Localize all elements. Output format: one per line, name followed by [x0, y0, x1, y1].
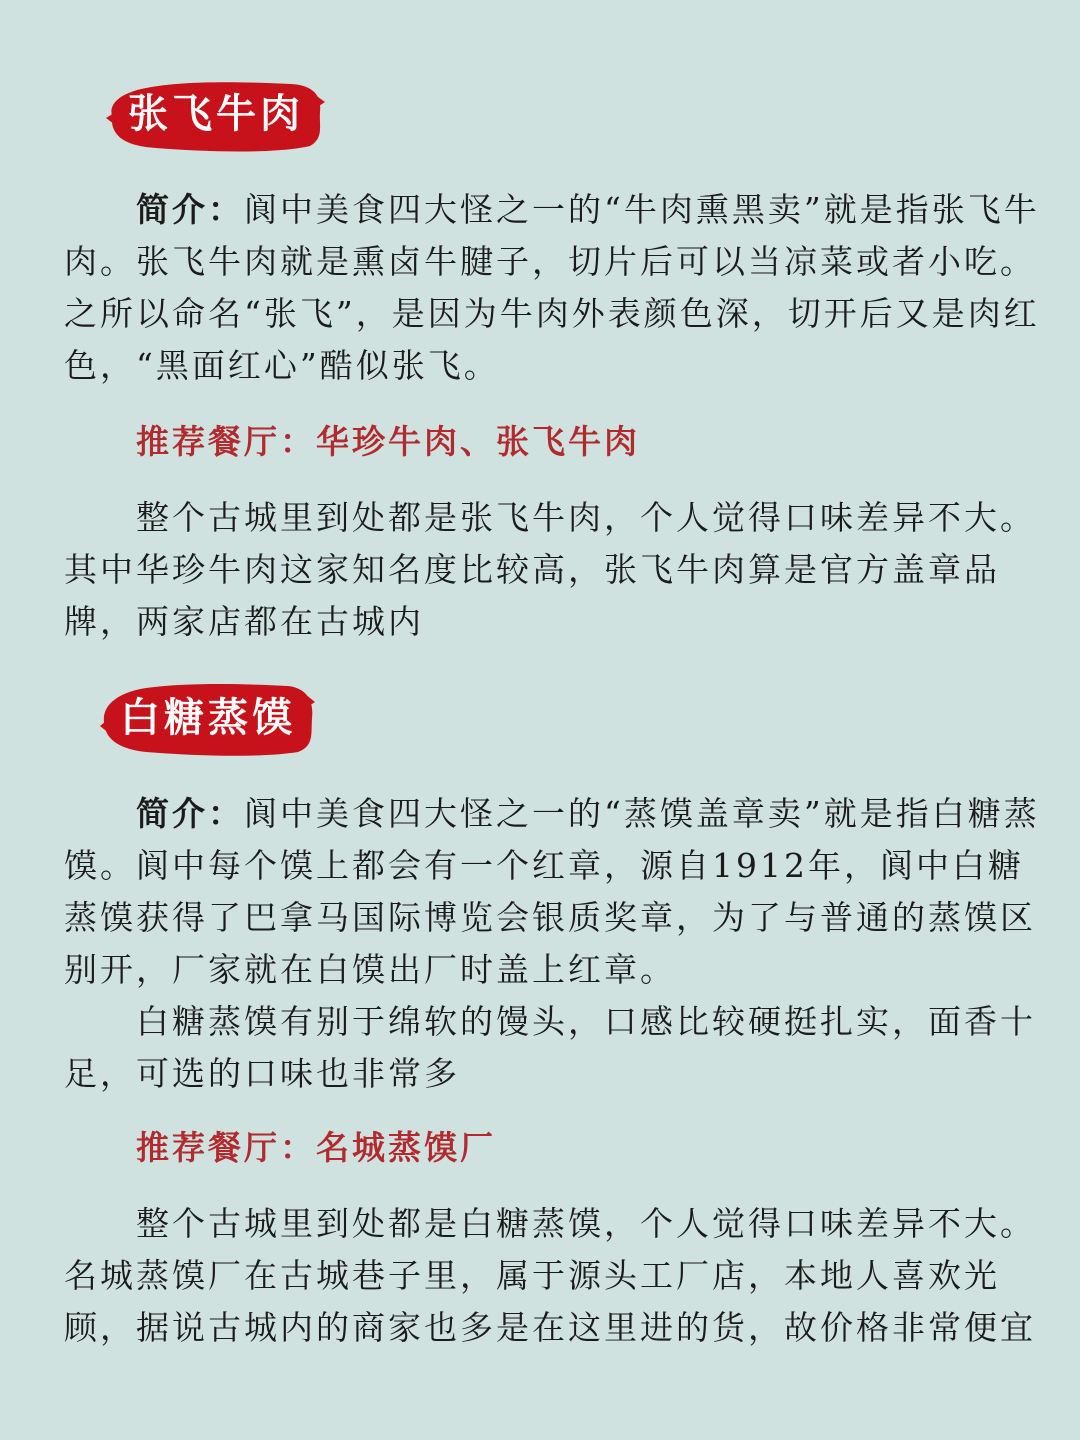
section-title-text: 张飞牛肉: [128, 90, 304, 137]
section-title-text: 白糖蒸馍: [120, 694, 296, 741]
recommend-restaurants: 推荐餐厅：华珍牛肉、张飞牛肉: [136, 422, 640, 461]
intro-text: 阆中美食四大怪之一的“蒸馍盖章卖”就是指白糖蒸馍。阆中每个馍上都会有一个红章，源自1912年，阆中白糖蒸馍获得了巴拿马国际博览会银质奖章，为了与普通的蒸馍区别开，厂家就在白馍出厂时盖上红章。: [64, 794, 1040, 989]
intro-label: 简介：: [136, 794, 244, 833]
note-paragraph: 整个古城里到处都是白糖蒸馍，个人觉得口味差异不大。名城蒸馍厂在古城巷子里，属于源头工厂店，本地人喜欢光顾，据说古城内的商家也多是在这里进的货，故价格非常便宜: [64, 1204, 1036, 1347]
intro-paragraph: [64, 184, 1054, 392]
section-title-sugar-steamed-bun: [100, 676, 316, 760]
note-paragraph: 整个古城里到处都是张飞牛肉，个人觉得口味差异不大。其中华珍牛肉这家知名度比较高，张飞牛肉算是官方盖章品牌，两家店都在古城内: [64, 498, 1036, 641]
intro-paragraph: [64, 788, 1054, 996]
intro-paragraph-2: 白糖蒸馍有别于绵软的馒头，口感比较硬挺扎实，面香十足，可选的口味也非常多: [64, 1002, 1036, 1093]
recommend-restaurants: 推荐餐厅：名城蒸馍厂: [136, 1128, 496, 1167]
intro-label: 简介：: [136, 190, 244, 229]
section-title-zhangfei-beef: [106, 72, 326, 156]
intro-text: 阆中美食四大怪之一的“牛肉熏黑卖”就是指张飞牛肉。张飞牛肉就是熏卤牛腱子，切片后可以当凉菜或者小吃。之所以命名“张飞”，是因为牛肉外表颜色深，切开后又是肉红色，“黑面红心”酷似张飞。: [64, 190, 1040, 385]
